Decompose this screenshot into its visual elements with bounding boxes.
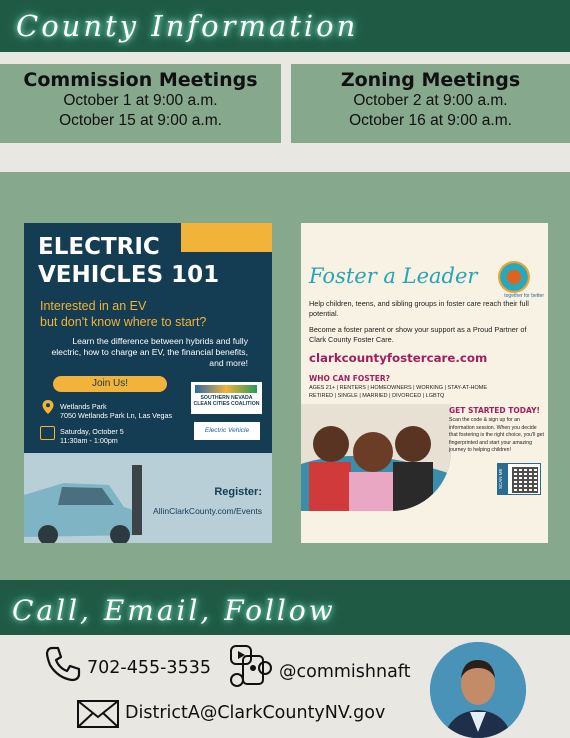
clean-cities-logo-bar (195, 385, 257, 393)
who-can-foster-line: RETIRED | SINGLE | MARRIED | DIVORCED | LGBTQ (309, 393, 445, 399)
get-started-heading: GET STARTED TODAY! (449, 406, 540, 415)
meetings-section (0, 52, 570, 172)
zoning-meetings-box (291, 64, 570, 143)
who-can-foster-list (309, 384, 539, 400)
electric-car-image (24, 465, 144, 543)
ev-venue (60, 402, 172, 420)
zoning-meeting-date: October 2 at 9:00 a.m. (353, 92, 508, 109)
ev-flyer-bottom (24, 453, 272, 543)
ev-flyer[interactable] (24, 223, 272, 543)
clean-cities-logo (191, 382, 262, 414)
zoning-meetings-title: Zoning Meetings (340, 69, 521, 91)
ev-subtitle-line1: Interested in an EV (40, 299, 147, 313)
children-photo-illustration (301, 404, 451, 511)
commissioner-portrait (430, 642, 526, 738)
ev-venue-address: 7050 Wetlands Park Ln, Las Vegas (60, 411, 173, 420)
foster-paragraph: Become a foster parent or show your support as a Proud Partner of Clark County Foster Care. (309, 325, 527, 344)
ev-date: Saturday, October 5 (60, 427, 124, 436)
ev-register (153, 486, 262, 516)
get-started-text: Scan the code & sign up for an information session. When you decide that fostering is the right choice, you'll get fingerprinted and start your amazing journey to helping children! (449, 417, 544, 453)
children-photo (301, 404, 451, 511)
foster-seal-text: together for better (504, 293, 544, 299)
foster-care-seal-logo (498, 261, 530, 293)
commission-meeting-date: October 1 at 9:00 a.m. (63, 92, 218, 109)
ev-title-line2: VEHICLES 101 (38, 262, 220, 288)
contact-title: Call, Email, Follow (12, 594, 336, 627)
ev-time: 11:30am - 1:00pm (60, 436, 118, 445)
qr-code[interactable] (497, 463, 541, 495)
scan-me-label: SCAN ME (498, 464, 508, 494)
header-banner (0, 0, 570, 52)
register-label: Register: (214, 486, 262, 498)
ev-flyer-title (38, 233, 219, 289)
foster-paragraph: Help children, teens, and sibling groups in foster care reach their full potential. (309, 299, 529, 318)
ev-flyer-subtitle (40, 298, 206, 330)
join-us-button[interactable]: Join Us! (53, 376, 167, 392)
zoning-meeting-date: October 16 at 9:00 a.m. (349, 112, 512, 129)
phone-icon (44, 645, 82, 683)
who-can-foster-heading: WHO CAN FOSTER? (309, 374, 390, 383)
commission-meetings-title: Commission Meetings (23, 69, 258, 91)
clean-cities-logo-text: SOUTHERN NEVADA CLEAN CITIES COALITION (193, 395, 260, 407)
page-title: County Information (16, 9, 359, 43)
foster-flyer-title: Foster a Leader (309, 264, 478, 288)
social-media-icon (229, 644, 275, 690)
ev-title-line1: ELECTRIC (38, 234, 160, 260)
calendar-icon (40, 426, 55, 440)
phone-number[interactable]: 702-455-3535 (87, 658, 211, 678)
avatar (430, 642, 526, 738)
qr-code-pattern (512, 467, 538, 493)
ev-subtitle-line2: but don't know where to start? (40, 315, 207, 329)
foster-url-link[interactable]: clarkcountyfostercare.com (309, 351, 488, 365)
ev-venue-name: Wetlands Park (60, 402, 107, 411)
commission-meetings-box (0, 64, 281, 143)
email-address[interactable]: DistrictA@ClarkCountyNV.gov (125, 703, 386, 723)
location-pin-icon (42, 400, 54, 414)
ev-datetime (60, 427, 124, 445)
commission-meeting-date: October 15 at 9:00 a.m. (59, 112, 222, 129)
who-can-foster-line: AGES 21+ | RENTERS | HOMEOWNERS | WORKING | STAY-AT-HOME (309, 385, 488, 391)
contact-banner (0, 580, 570, 635)
ev-flyer-description: Learn the difference between hybrids and fully electric, how to charge an EV, the financial benefits, and more! (51, 336, 248, 368)
envelope-icon (76, 699, 120, 729)
register-url-link[interactable]: AllinClarkCounty.com/Events (153, 506, 262, 516)
electric-vehicle-logo: Electric Vehicle (194, 422, 260, 440)
foster-flyer[interactable] (301, 223, 548, 543)
social-handle[interactable]: @commishnaft (279, 662, 411, 682)
